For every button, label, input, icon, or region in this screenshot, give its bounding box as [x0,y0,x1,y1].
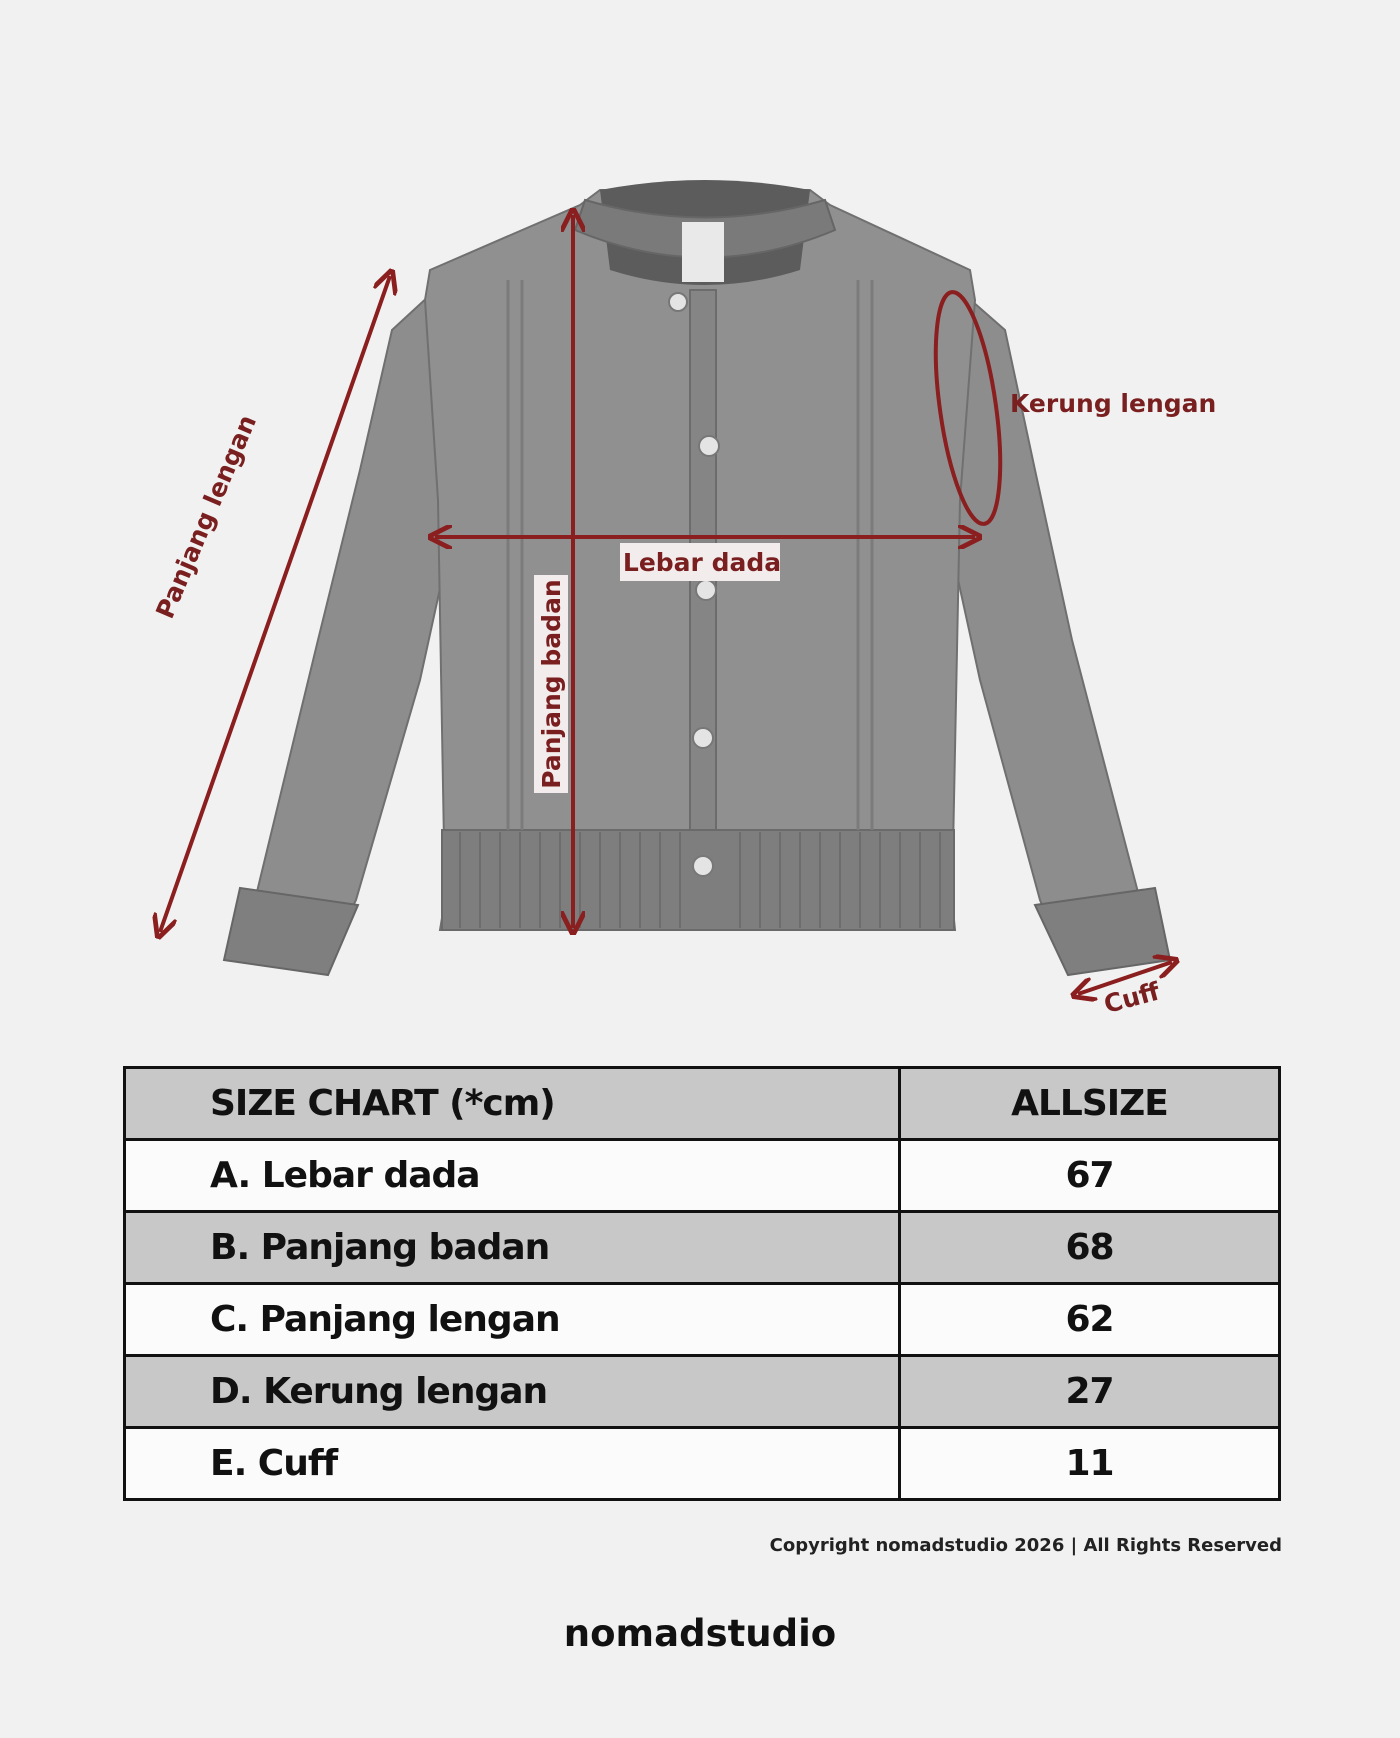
row-label: A. Lebar dada [125,1140,900,1212]
size-chart-table [123,1066,1281,1501]
row-value: 68 [900,1212,1280,1284]
hem-rib [442,830,954,930]
row-value: 27 [900,1356,1280,1428]
button [693,728,713,748]
header-size-chart: SIZE CHART (*cm) [125,1068,900,1140]
armhole-label: Kerung lengan [1010,389,1217,418]
body-length-label: Panjang badan [537,579,566,789]
row-value: 62 [900,1284,1280,1356]
sleeve-length-label: Panjang lengan [150,410,263,623]
chest-width-label: Lebar dada [622,548,782,577]
table-row [125,1428,1280,1500]
button [693,856,713,876]
header-allsize: ALLSIZE [900,1068,1280,1140]
brand-wordmark: nomadstudio [563,1612,837,1655]
button [696,580,716,600]
row-value: 11 [900,1428,1280,1500]
row-label: E. Cuff [125,1428,900,1500]
table-row [125,1212,1280,1284]
garment-tag [682,222,724,282]
button [699,436,719,456]
row-label: C. Panjang lengan [125,1284,900,1356]
table-row [125,1284,1280,1356]
row-value: 67 [900,1140,1280,1212]
copyright-text: Copyright nomadstudio 2026 | All Rights Reserved [769,1535,1282,1556]
table-row [125,1140,1280,1212]
row-label: D. Kerung lengan [125,1356,900,1428]
cuff-label: Cuff [1100,976,1163,1020]
button [669,293,687,311]
table-row [125,1356,1280,1428]
table-header-row [125,1068,1280,1140]
row-label: B. Panjang badan [125,1212,900,1284]
